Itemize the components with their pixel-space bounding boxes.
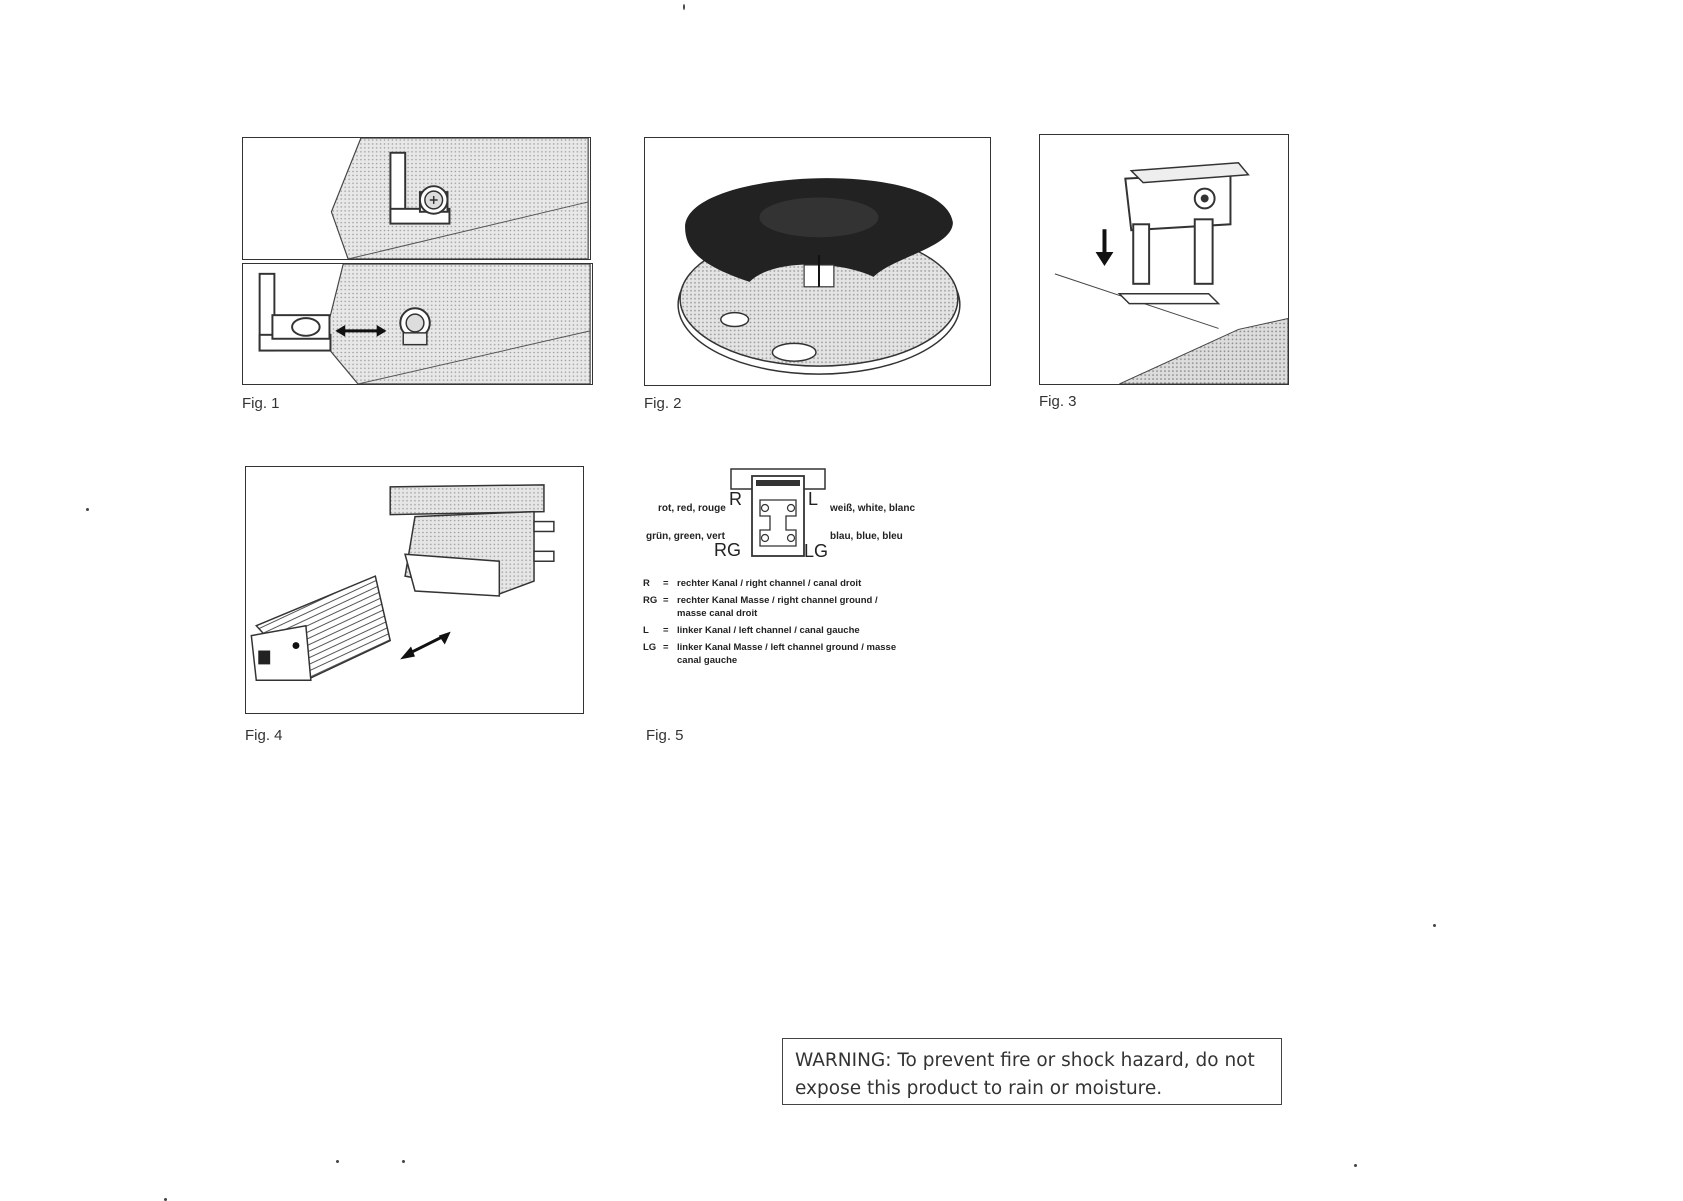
legend-row bbox=[643, 577, 907, 590]
wire-color-r: rot, red, rouge bbox=[658, 503, 726, 514]
legend-definition: linker Kanal / left channel / canal gauche bbox=[677, 625, 860, 636]
page-speck bbox=[1433, 924, 1436, 927]
legend-row bbox=[643, 641, 907, 667]
pin-r-label: R bbox=[729, 489, 742, 509]
fig5-caption: Fig. 5 bbox=[646, 727, 684, 744]
pin-legend bbox=[643, 577, 907, 667]
fig4-panel bbox=[245, 466, 584, 714]
fig1-bottom-panel bbox=[242, 263, 593, 385]
fig4-caption: Fig. 4 bbox=[245, 727, 283, 744]
headshell-insertion-illustration bbox=[1040, 135, 1288, 384]
fig2-caption: Fig. 2 bbox=[644, 395, 682, 412]
legend-definition: rechter Kanal / right channel / canal droit bbox=[677, 578, 862, 589]
pin-lg-label: LG bbox=[804, 541, 829, 561]
stylus-replacement-illustration bbox=[246, 467, 583, 713]
legend-equals: = bbox=[663, 625, 669, 636]
page-speck bbox=[336, 1160, 339, 1163]
page-speck bbox=[86, 508, 89, 511]
pin-l-label: L bbox=[808, 489, 819, 509]
legend-key: RG bbox=[643, 595, 658, 606]
cartridge-mount-illustration bbox=[243, 138, 590, 259]
wire-color-l: weiß, white, blanc bbox=[830, 503, 916, 514]
wire-color-rg: grün, green, vert bbox=[646, 531, 725, 542]
legend-key: R bbox=[643, 578, 650, 589]
legend-definition: linker Kanal Masse / left channel ground / masse canal gauche bbox=[677, 642, 897, 666]
wire-color-lg: blau, blue, bleu bbox=[830, 531, 903, 542]
legend-row bbox=[643, 594, 907, 620]
fig3-panel bbox=[1039, 134, 1289, 385]
legend-equals: = bbox=[663, 595, 669, 606]
fig1-caption: Fig. 1 bbox=[242, 395, 280, 412]
screw-bracket-illustration bbox=[243, 264, 592, 384]
warning-box: WARNING: To prevent fire or shock hazard, do not expose this product to rain or moisture. bbox=[782, 1038, 1282, 1105]
page-speck bbox=[402, 1160, 405, 1163]
pin-rg-label: RG bbox=[714, 540, 741, 560]
page-speck bbox=[1354, 1164, 1357, 1167]
legend-row bbox=[643, 624, 907, 637]
fig3-caption: Fig. 3 bbox=[1039, 393, 1077, 410]
fig2-panel bbox=[644, 137, 991, 386]
page-speck bbox=[683, 4, 685, 10]
legend-equals: = bbox=[663, 642, 669, 653]
legend-definition: rechter Kanal Masse / right channel ground / masse canal droit bbox=[677, 595, 878, 619]
legend-key: L bbox=[643, 625, 649, 636]
legend-key: LG bbox=[643, 642, 657, 653]
legend-equals: = bbox=[663, 578, 669, 589]
fig1-top-panel bbox=[242, 137, 591, 260]
turntable-platter-illustration bbox=[645, 138, 990, 385]
